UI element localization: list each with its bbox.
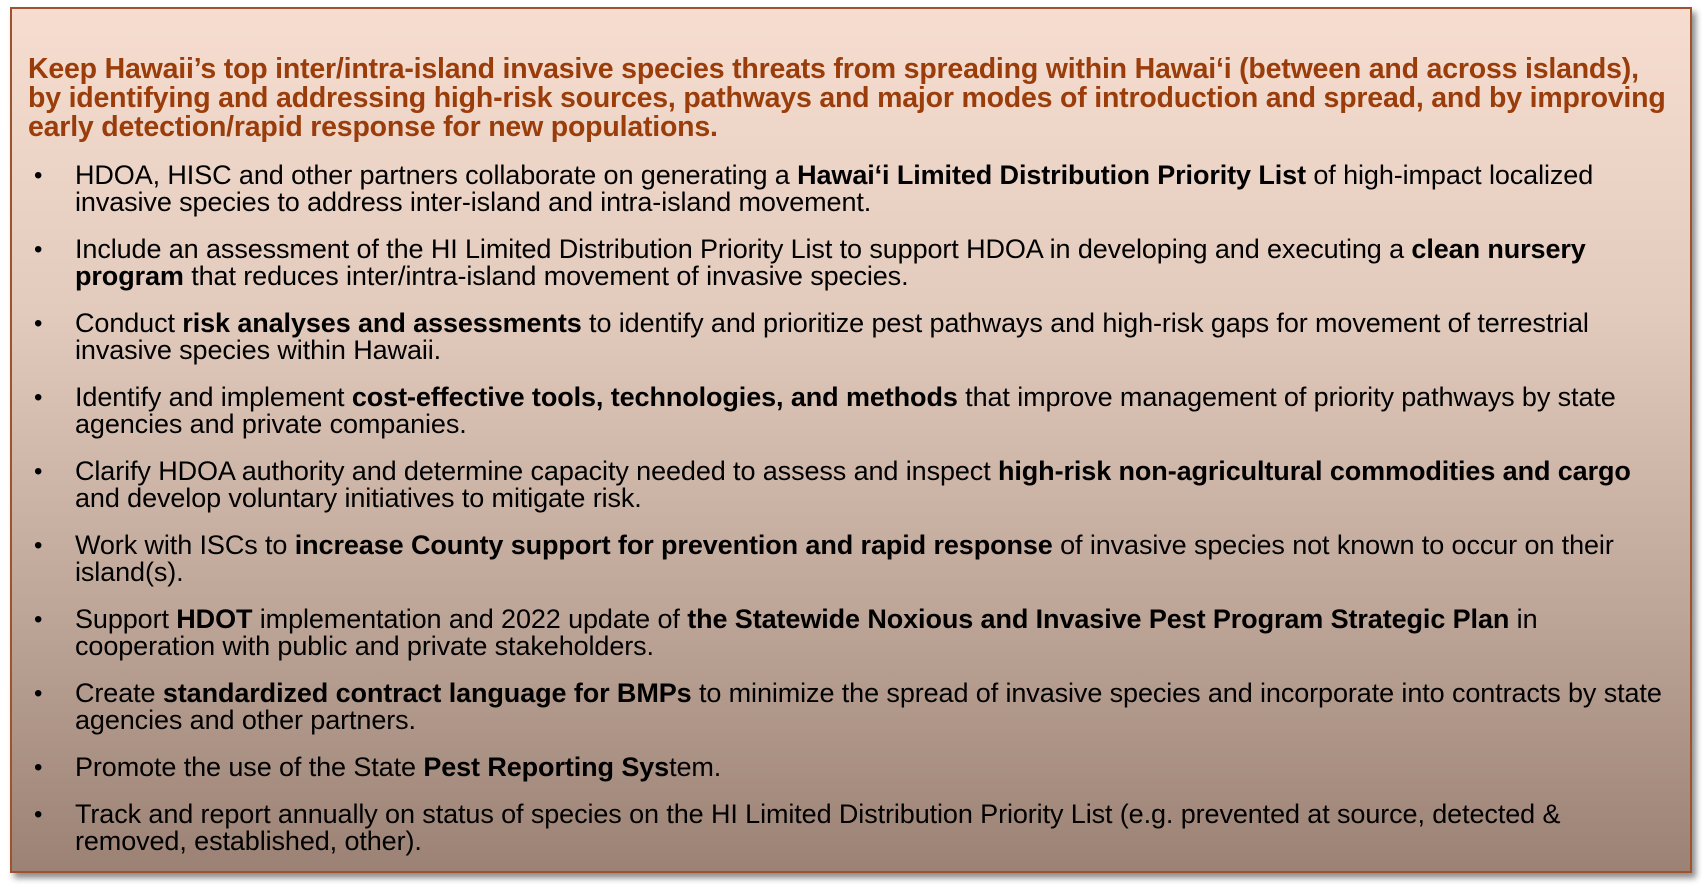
list-item: • Support HDOT implementation and 2022 update of the Statewide Noxious and Invasive Pest Program Strategic Plan in cooperation with public and private stakeholders.: [34, 604, 1538, 661]
list-item: • Conduct risk analyses and assessments to identify and prioritize pest pathways and high-risk gaps for movement of terrestrial invasive species within Hawaii.: [34, 308, 1589, 365]
goal-heading: Keep Hawaii’s top inter/intra-island invasive species threats from spreading within Hawai‘i (between and across islands), by identifying and addressing high-risk sources, pathways and major modes of introduction and spread, and by improving early detection/rapid response for new populations.: [28, 53, 1666, 143]
bullet-icon: •: [34, 310, 43, 337]
bullet-icon: •: [34, 162, 43, 189]
list-item: • Clarify HDOA authority and determine capacity needed to assess and inspect high-risk non-agricultural commodities and cargo and develop voluntary initiatives to mitigate risk.: [34, 456, 1631, 513]
list-item: • Work with ISCs to increase County support for prevention and rapid response of invasive species not known to occur on their island(s).: [34, 530, 1614, 587]
list-item: • Include an assessment of the HI Limited Distribution Priority List to support HDOA in developing and executing a clean nursery program that reduces inter/intra-island movement of invasive species.: [34, 234, 1586, 291]
list-item: • Track and report annually on status of species on the HI Limited Distribution Priority List (e.g. prevented at source, detected & removed, established, other).: [34, 799, 1561, 856]
bullet-icon: •: [34, 801, 43, 828]
list-item: • Identify and implement cost-effective tools, technologies, and methods that improve management of priority pathways by state agencies and private companies.: [34, 382, 1616, 439]
list-item: • Create standardized contract language for BMPs to minimize the spread of invasive species and incorporate into contracts by state agencies and other partners.: [34, 678, 1662, 735]
bullet-icon: •: [34, 680, 43, 707]
bullet-icon: •: [34, 606, 43, 633]
bullet-icon: •: [34, 532, 43, 559]
bullet-icon: •: [34, 384, 43, 411]
bullet-icon: •: [34, 754, 43, 781]
strategy-panel: [10, 7, 1692, 873]
bullet-icon: •: [34, 458, 43, 485]
list-item: • Promote the use of the State Pest Reporting System.: [34, 752, 722, 782]
action-list: [28, 162, 1674, 855]
bullet-icon: •: [34, 236, 43, 263]
list-item: • HDOA, HISC and other partners collaborate on generating a Hawai‘i Limited Distribution Priority List of high-impact localized invasive species to address inter-island and intra-island movement.: [34, 160, 1594, 217]
